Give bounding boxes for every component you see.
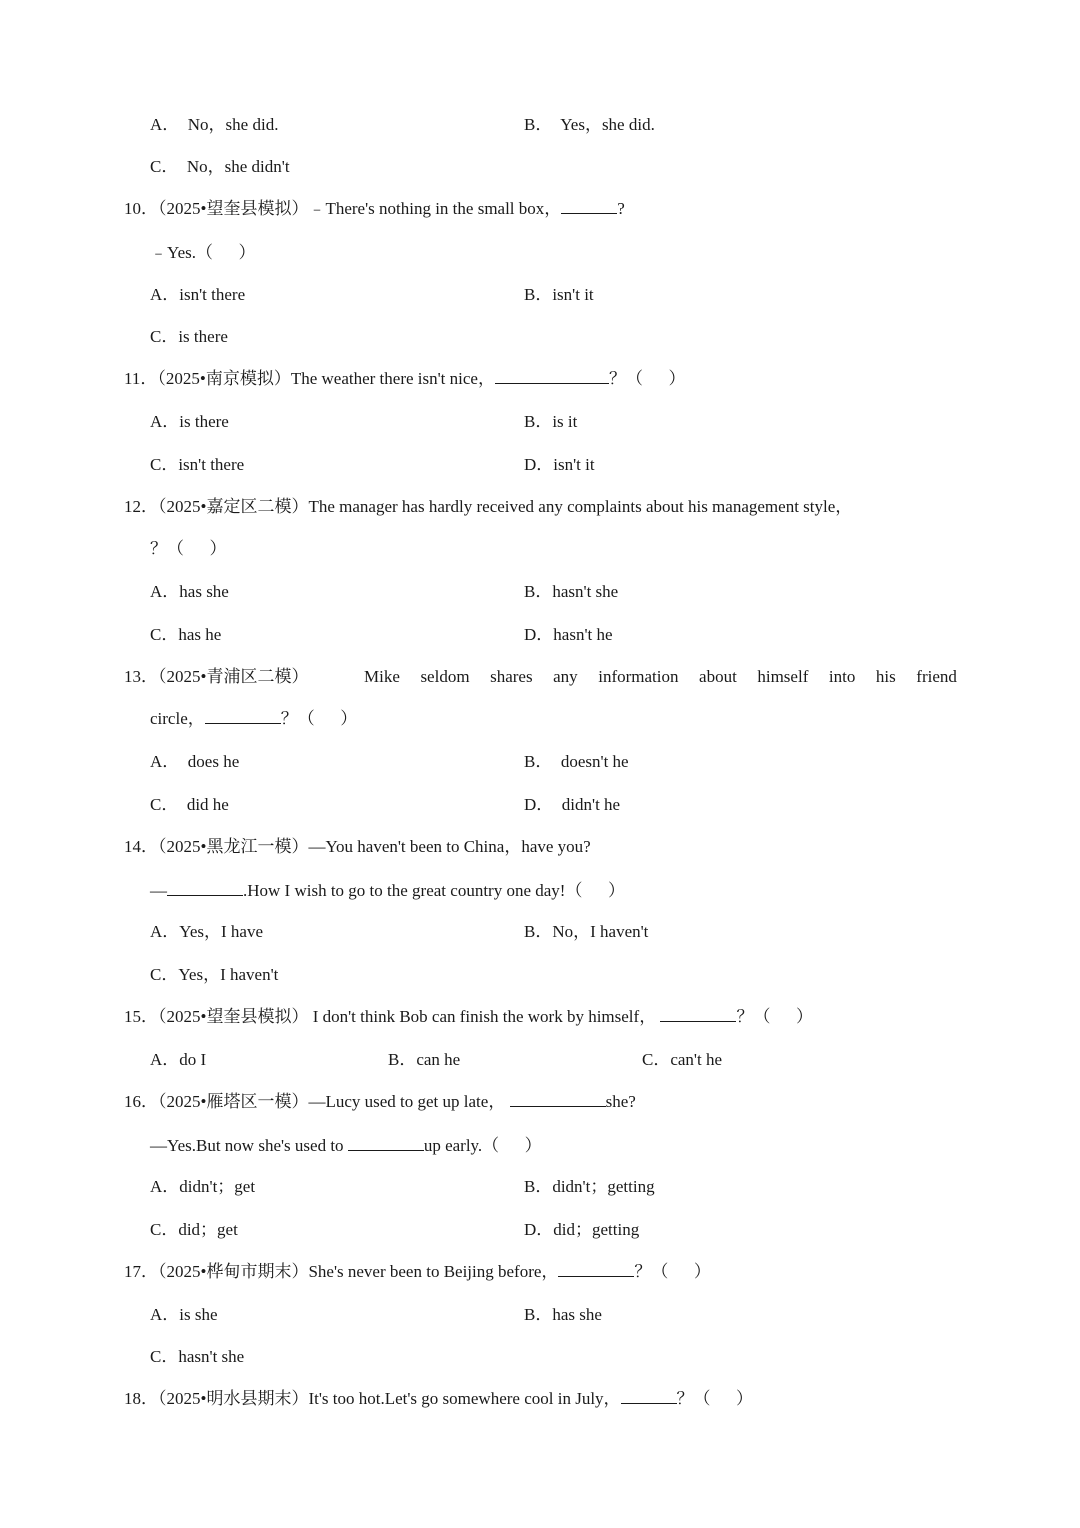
q14-reply [150, 880, 625, 902]
q11-option-c: C．isn't there [150, 455, 245, 474]
word: about [699, 667, 737, 686]
q15-option-c: C．can't he [642, 1050, 723, 1069]
q13-text [364, 666, 957, 688]
answer-blank [561, 198, 617, 214]
q14-text: （2025•黑龙江一模）—You haven't been to China，have you? [158, 837, 591, 856]
q13-option-c: C． did he [150, 795, 229, 814]
q13-stem-end [150, 708, 357, 730]
q15-stem [124, 1006, 813, 1028]
word: any [553, 667, 578, 686]
answer-blank [621, 1388, 677, 1404]
word: information [598, 667, 679, 686]
q11-number: 11． [124, 369, 158, 388]
q14-stem [124, 836, 591, 858]
q14-dash: — [150, 881, 167, 900]
q13-text-end: ？（ ） [280, 709, 358, 728]
q14-reply-text: .How I wish to go to the great country one day!（ ） [243, 881, 625, 900]
q14-number: 14． [124, 837, 158, 856]
q14-option-b: B．No，I haven't [524, 922, 649, 941]
q13-number: 13． [124, 667, 158, 686]
q15-option-a: A．do I [150, 1050, 207, 1069]
answer-blank [167, 880, 243, 896]
answer-blank [510, 1091, 606, 1107]
q17-text: （2025•桦甸市期末）She's never been to Beijing before， [158, 1262, 559, 1281]
q12-number: 12． [124, 497, 158, 516]
q13-option-d: D． didn't he [524, 795, 621, 814]
q16-option-b: B．didn't；getting [524, 1177, 655, 1196]
q11-option-d: D．isn't it [524, 455, 595, 474]
word: shares [490, 667, 533, 686]
q10-text-end: ? [617, 199, 625, 218]
q16-text: （2025•雁塔区一模）—Lucy used to get up late， [158, 1092, 506, 1111]
word: Mike [364, 667, 400, 686]
q10-text: （2025•望奎县模拟）﹣There's nothing in the small box， [158, 199, 562, 218]
q13-number-source [124, 666, 308, 688]
q16-reply [150, 1135, 542, 1157]
q17-option-c: C．hasn't she [150, 1347, 245, 1366]
q17-number: 17． [124, 1262, 158, 1281]
q15-text: （2025•望奎县模拟） I don't think Bob can finish the work by himself， [158, 1007, 657, 1026]
q16-text-end: she? [605, 1092, 636, 1111]
q12-option-b: B．hasn't she [524, 582, 619, 601]
q14-option-a: A．Yes，I have [150, 922, 264, 941]
q16-reply-text: —Yes.But now she's used to [150, 1136, 348, 1155]
word: his [875, 667, 896, 686]
answer-blank [495, 368, 609, 384]
q16-option-d: D．did；getting [524, 1220, 640, 1239]
q13-option-b: B． doesn't he [524, 752, 629, 771]
q11-option-b: B．is it [524, 412, 578, 431]
q18-text-end: ？（ ） [676, 1389, 754, 1408]
word: into [828, 667, 856, 686]
q13-option-a: A． does he [150, 752, 240, 771]
q11-stem [124, 368, 685, 390]
q16-number: 16． [124, 1092, 158, 1111]
q18-number: 18． [124, 1389, 158, 1408]
q9-option-a: A． No，she did. [150, 115, 279, 134]
q14-option-c: C．Yes，I haven't [150, 965, 279, 984]
answer-blank [660, 1006, 736, 1022]
q10-option-a: A．isn't there [150, 285, 246, 304]
q12-option-d: D．hasn't he [524, 625, 613, 644]
q16-stem [124, 1091, 636, 1113]
q17-option-a: A．is she [150, 1305, 218, 1324]
q16-option-c: C．did；get [150, 1220, 238, 1239]
word: friend [916, 667, 957, 686]
q10-reply: ﹣Yes.（ ） [150, 243, 256, 262]
q9-option-b: B． Yes，she did. [524, 115, 655, 134]
answer-blank [348, 1135, 424, 1151]
q18-text: （2025•明水县期末）It's too hot.Let's go somewhere cool in July， [158, 1389, 621, 1408]
q13-source: （2025•青浦区二模） [158, 667, 309, 686]
q9-option-c: C． No，she didn't [150, 157, 290, 176]
word: seldom [420, 667, 470, 686]
q15-option-b: B．can he [388, 1050, 461, 1069]
q12-stem-end: ？（ ） [150, 539, 227, 558]
q11-text-end: ？（ ） [608, 369, 686, 388]
q12-text: （2025•嘉定区二模）The manager has hardly received any complaints about his management style， [158, 497, 853, 516]
q11-text: （2025•南京模拟）The weather there isn't nice， [157, 369, 495, 388]
q18-stem [124, 1388, 753, 1410]
q10-option-b: B．isn't it [524, 285, 594, 304]
q17-option-b: B．has she [524, 1305, 602, 1324]
word: himself [757, 667, 809, 686]
q16-reply-end: up early.（ ） [423, 1136, 542, 1155]
answer-blank [205, 708, 281, 724]
q12-stem [124, 496, 852, 518]
q17-stem [124, 1261, 711, 1283]
answer-blank [558, 1261, 634, 1277]
q16-option-a: A．didn't；get [150, 1177, 256, 1196]
q11-option-a: A．is there [150, 412, 229, 431]
q10-number: 10． [124, 199, 158, 218]
q17-text-end: ？（ ） [634, 1262, 711, 1281]
q12-option-c: C．has he [150, 625, 222, 644]
q12-option-a: A．has she [150, 582, 229, 601]
q15-text-end: ？（ ） [736, 1007, 813, 1026]
q10-stem [124, 198, 625, 220]
q10-option-c: C．is there [150, 327, 228, 346]
q13-text-cont: circle， [150, 709, 205, 728]
q15-number: 15． [124, 1007, 158, 1026]
